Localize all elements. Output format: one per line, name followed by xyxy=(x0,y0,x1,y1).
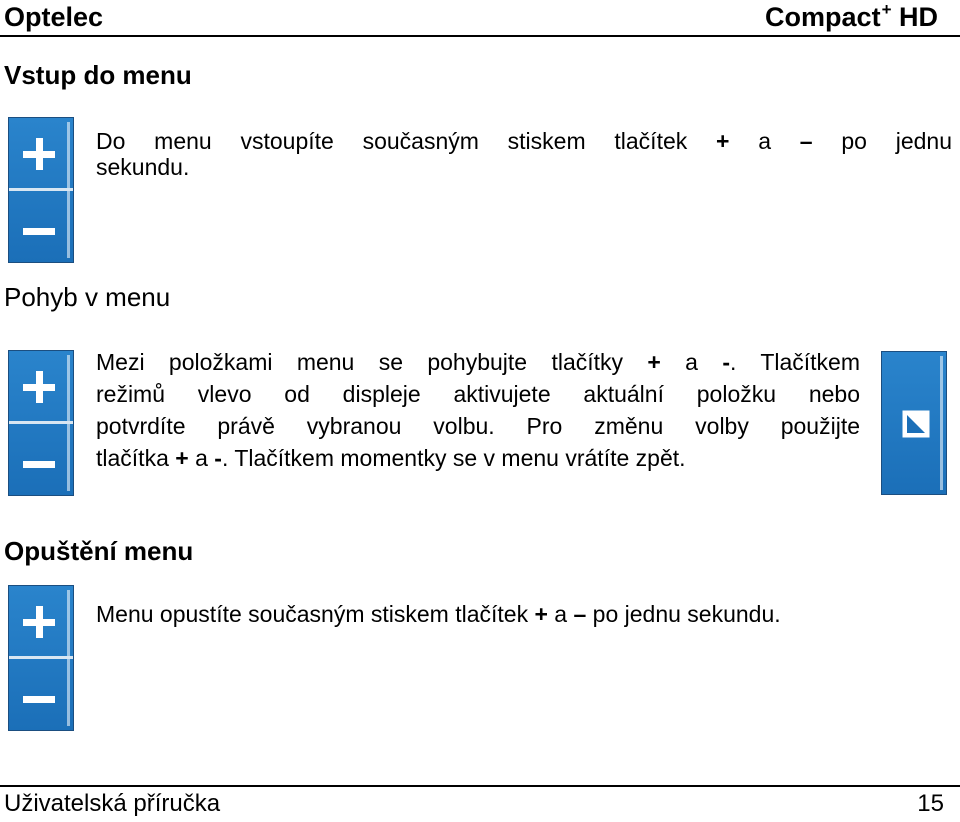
text-line: Do menu vstoupíte současným stiskem tlačítek + a – po jednu xyxy=(96,128,952,154)
section-heading-navigate-menu: Pohyb v menu xyxy=(4,282,171,312)
text-line: Mezi položkami menu se pohybujte tlačítky + a -. Tlačítkem xyxy=(96,349,860,375)
text-line: potvrdíte právě vybranou volbu. Pro změnu volby použijte xyxy=(96,413,860,439)
plus-minus-buttons-icon xyxy=(8,117,74,263)
model-superscript: + xyxy=(881,0,892,19)
section-text-enter-menu xyxy=(96,125,952,183)
header-brand: Optelec xyxy=(4,2,104,32)
footer-rule xyxy=(0,785,960,787)
text-line: tlačítka + a -. Tlačítkem momentky se v menu vrátíte zpět. xyxy=(96,445,686,471)
header-rule xyxy=(0,35,960,37)
model-suffix: HD xyxy=(891,2,938,32)
section-text-navigate-menu xyxy=(96,346,860,474)
page-number: 15 xyxy=(917,790,944,817)
text-line: režimů vlevo od displeje aktivujete aktuální položku nebo xyxy=(96,381,860,407)
plus-minus-buttons-icon xyxy=(8,350,74,496)
model-name: Compact xyxy=(765,2,881,32)
mode-button-icon xyxy=(881,351,947,495)
plus-minus-buttons-icon xyxy=(8,585,74,731)
section-heading-enter-menu: Vstup do menu xyxy=(4,60,192,90)
section-heading-exit-menu: Opuštění menu xyxy=(4,536,194,566)
header-model xyxy=(765,2,938,33)
text-line: Menu opustíte současným stiskem tlačítek + a – po jednu sekundu. xyxy=(96,601,781,627)
footer-title: Uživatelská příručka xyxy=(4,790,221,817)
text-line: sekundu. xyxy=(96,154,190,180)
section-text-exit-menu xyxy=(96,598,952,630)
